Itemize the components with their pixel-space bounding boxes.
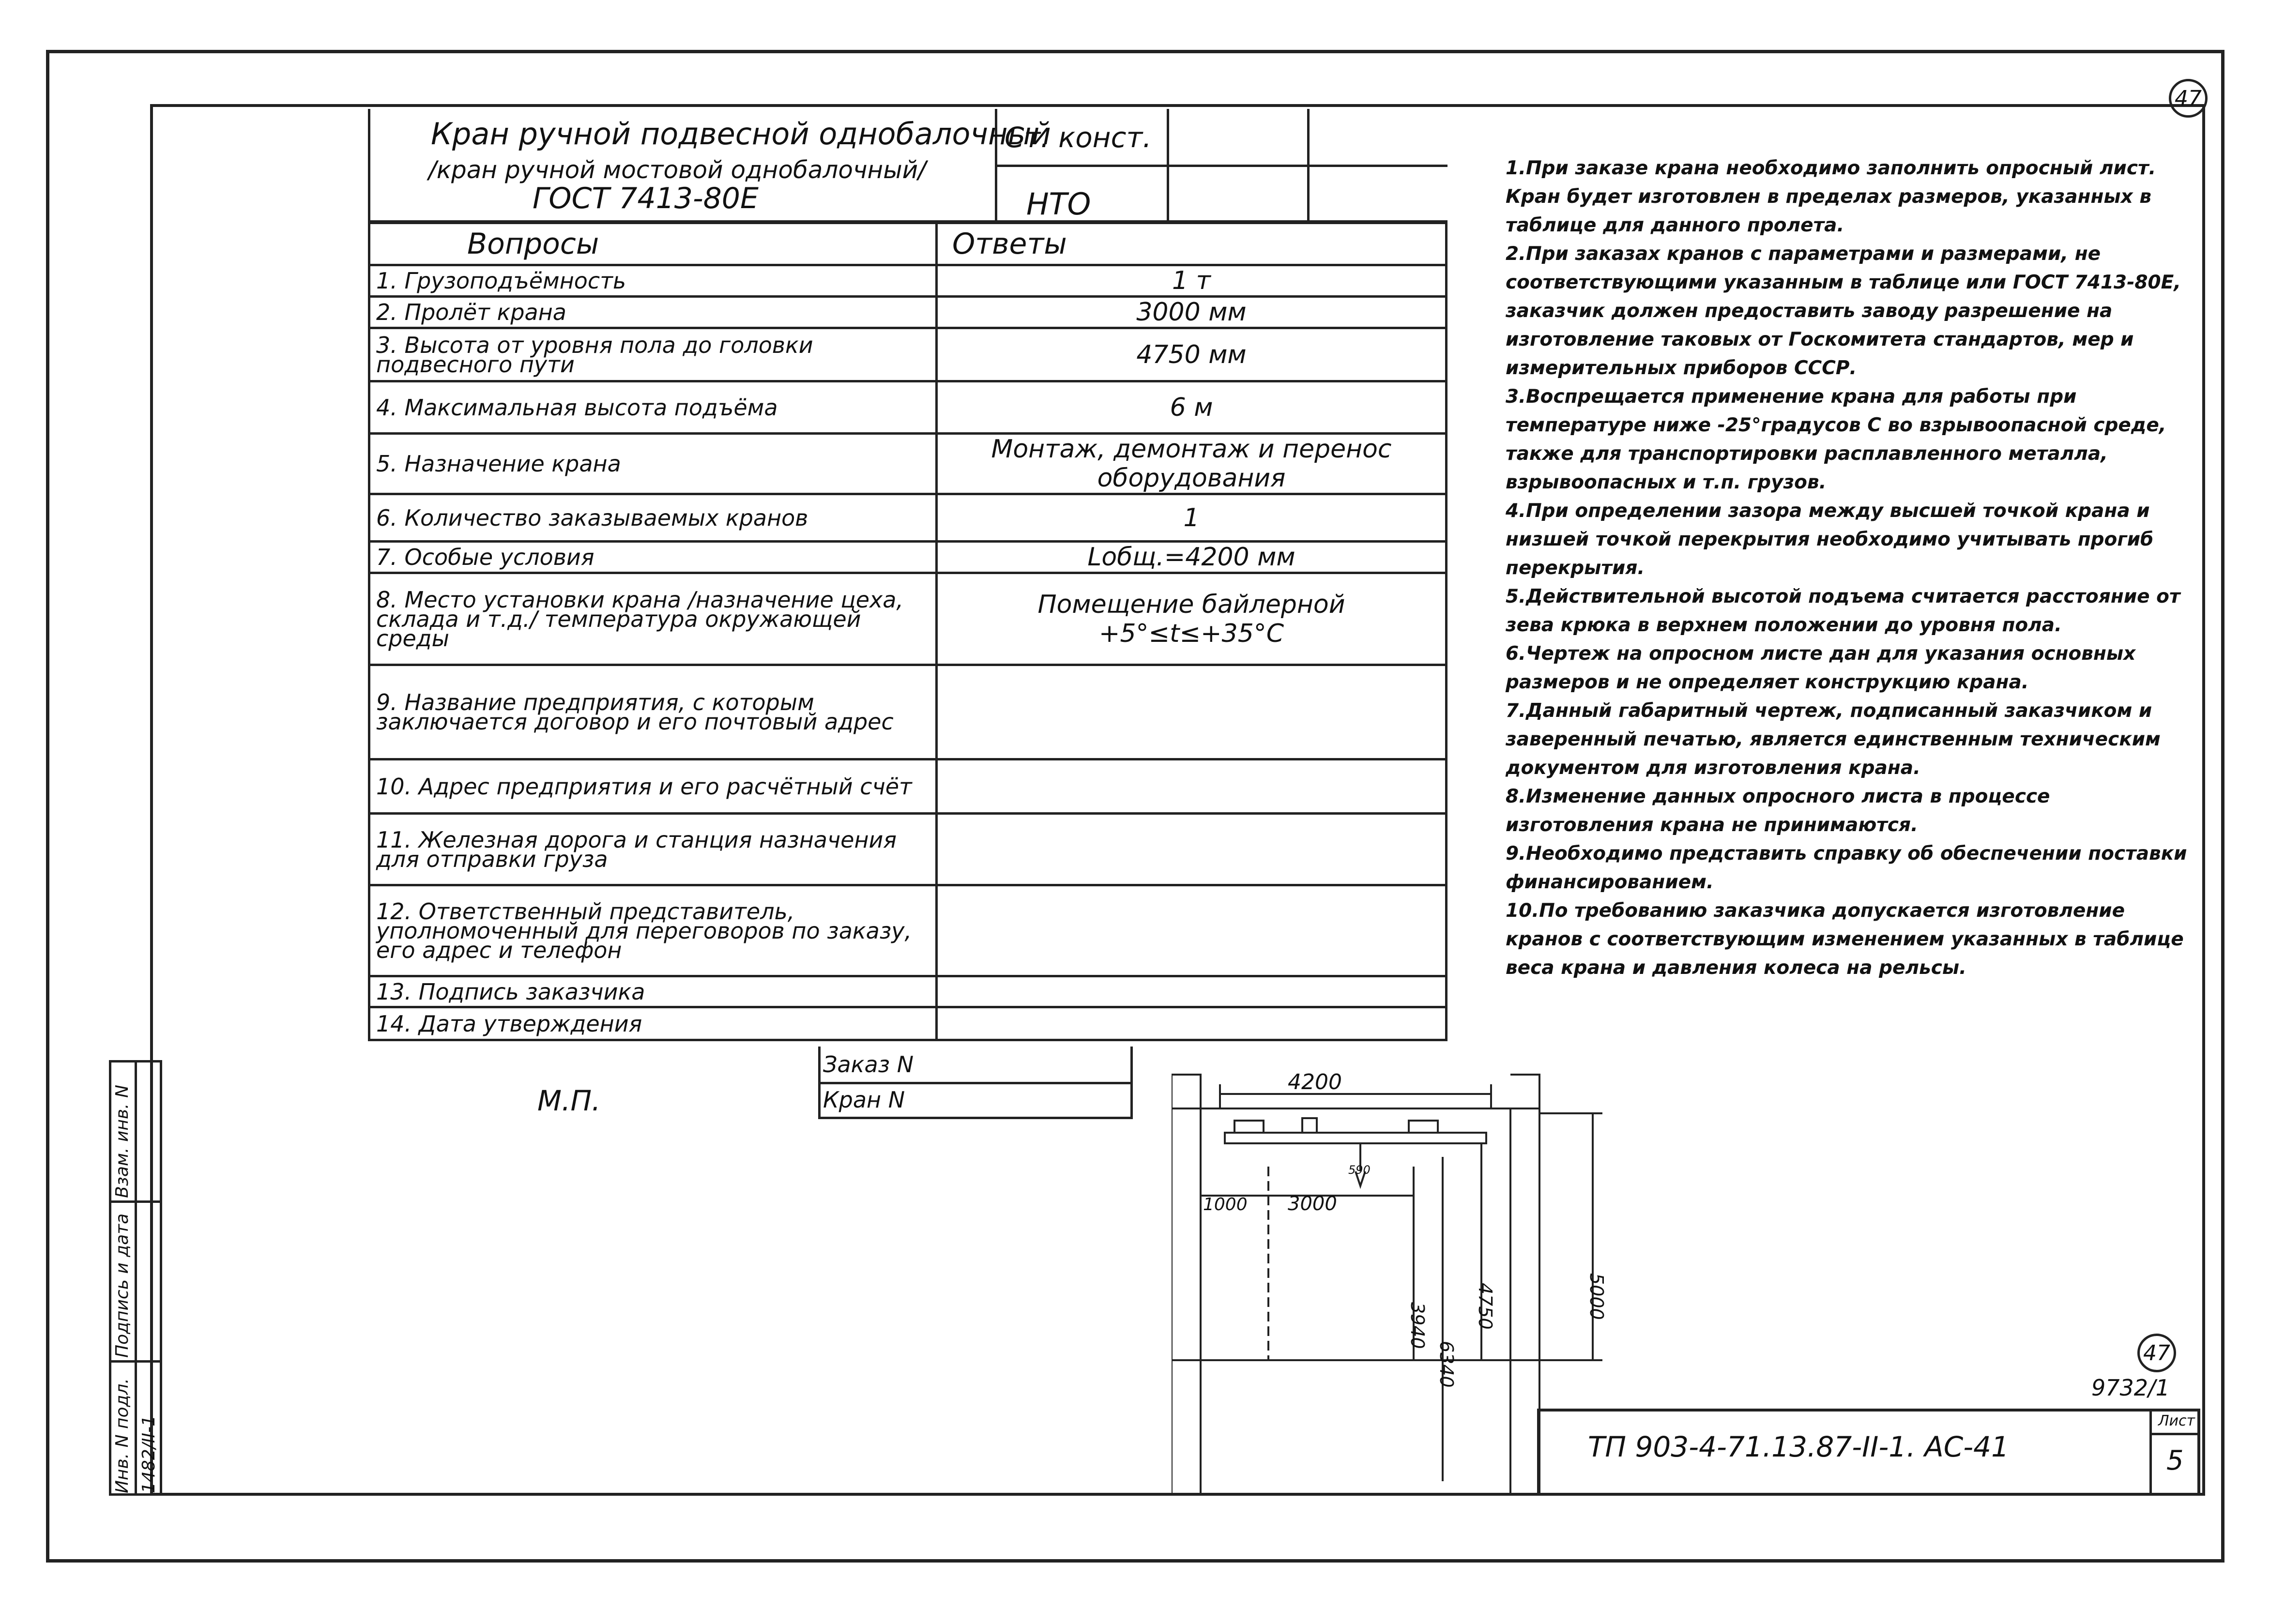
question-cell: 1. Грузоподъёмность (369, 265, 937, 297)
table-row (369, 494, 1447, 542)
trolley-left (1234, 1121, 1264, 1133)
sheet-label: Лист (2158, 1412, 2195, 1429)
note-item: 7.Данный габаритный чертеж, подписанный заказчиком и заверенный печатью, является единственным техническим документом для изготовления крана. (1506, 700, 2161, 779)
document-title: Кран ручной подвесной однобалочный (431, 116, 1051, 152)
note-item: 8.Изменение данных опросного листа в процессе изготовления крана не принимаются. (1506, 786, 2050, 836)
side-strip-divider (109, 1360, 162, 1363)
crane-beam (1225, 1133, 1486, 1143)
table-row (369, 814, 1447, 885)
page-number-circle: 47 (2169, 79, 2208, 118)
answer-cell (937, 885, 1447, 976)
side-label: Подпись и дата (112, 1213, 132, 1358)
page-number-circle: 47 (2137, 1334, 2176, 1372)
answer-cell: 4750 мм (937, 328, 1447, 381)
order-box-divider (818, 1082, 1133, 1084)
dimension-label: 5000 (1586, 1273, 1607, 1320)
table-row (369, 542, 1447, 573)
dimension-label: 4750 (1475, 1283, 1496, 1330)
question-cell: 10. Адрес предприятия и его расчётный счёт (369, 759, 937, 814)
trolley-right (1409, 1121, 1438, 1133)
note-item: 2.При заказах кранов с параметрами и размерами, не соответствующими указанным в таблице или ГОСТ 7413-80Е, заказчик должен предоставить заводу разрешение на изготовление таковых от Госкомитета стандартов, мер и измерительных приборов СССР. (1506, 243, 2181, 379)
note-item: 5.Действительной высотой подъема считается расстояние от зева крюка в верхнем положении до уровня пола. (1506, 586, 2180, 636)
answer-cell: Lобщ.=4200 мм (937, 542, 1447, 573)
question-cell: 7. Особые условия (369, 542, 937, 573)
inventory-code: 9732/1 (2091, 1375, 2170, 1401)
document-subtitle: /кран ручной мостовой однобалочный/ (428, 156, 927, 184)
room-answer: Помещение байлерной (1037, 590, 1345, 619)
table-row (369, 265, 1447, 297)
left-wall (1172, 1075, 1201, 1108)
stamp-divider (2149, 1409, 2152, 1496)
sheet-number: 5 (2166, 1445, 2184, 1476)
dimension-label: 3940 (1407, 1302, 1428, 1349)
note-item: 10.По требованию заказчика допускается изготовление кранов с соответствующим изменением указанных в таблице веса крана и давления колеса на рельсы. (1506, 900, 2184, 979)
answer-cell: Монтаж, демонтаж и перенос оборудования (937, 434, 1447, 494)
question-cell: 6. Количество заказываемых кранов (369, 494, 937, 542)
dimension-label: 4200 (1288, 1070, 1342, 1094)
table-row (369, 573, 1447, 665)
question-cell: 8. Место установки крана /назначение цеха, склада и т.д./ температура окружающей среды (369, 573, 937, 665)
question-cell: 3. Высота от уровня пола до головки подвесного пути (369, 328, 937, 381)
question-cell: 9. Название предприятия, с которым заключается договор и его почтовый адрес (369, 665, 937, 759)
material-label: Ст. конст. (1005, 121, 1152, 154)
note-item: 9.Необходимо представить справку об обеспечении поставки финансированием. (1506, 843, 2187, 893)
hoist-block (1302, 1118, 1317, 1133)
table-row (369, 1007, 1447, 1040)
dimension-label: 590 (1348, 1163, 1371, 1177)
side-strip-divider (135, 1060, 137, 1496)
temperature-answer: +5°≤t≤+35°C (1098, 619, 1284, 648)
table-row (369, 976, 1447, 1007)
table-row (369, 885, 1447, 976)
order-number-label: Заказ N (823, 1051, 914, 1078)
table-row (369, 665, 1447, 759)
header-questions: Вопросы (369, 223, 937, 265)
question-cell: 5. Назначение крана (369, 434, 937, 494)
crane-number-label: Кран N (823, 1087, 905, 1113)
table-row (369, 759, 1447, 814)
answer-cell (937, 759, 1447, 814)
notes-block (1506, 154, 2193, 982)
question-cell: 13. Подпись заказчика (369, 976, 937, 1007)
table-row (369, 434, 1447, 494)
answer-cell (937, 573, 1447, 665)
side-value: 1482/II-1 (139, 1415, 159, 1493)
answer-cell: 1 т (937, 265, 1447, 297)
table-row (369, 297, 1447, 328)
dimension-label: 6340 (1436, 1341, 1457, 1388)
side-label: Взам. инв. N (112, 1085, 132, 1198)
nt-label: НТО (1026, 186, 1091, 222)
answer-cell (937, 1007, 1447, 1040)
note-item: 4.При определении зазора между высшей точкой крана и низшей точкой перекрытия необходимо учитывать прогиб перекрытия. (1506, 500, 2154, 579)
header-divider (995, 165, 1447, 167)
questionnaire-table (368, 222, 1447, 1041)
dimension-label: 1000 (1203, 1195, 1248, 1214)
header-answers: Ответы (937, 223, 1447, 265)
question-cell: 4. Максимальная высота подъёма (369, 381, 937, 434)
seal-place-label: М.П. (537, 1084, 601, 1117)
document-code: ТП 903-4-71.13.87-II-1. АС-41 (1588, 1430, 2009, 1463)
answer-cell: 3000 мм (937, 297, 1447, 328)
question-cell: 11. Железная дорога и станция назначения для отправки груза (369, 814, 937, 885)
gost-number: ГОСТ 7413-80Е (533, 182, 759, 215)
side-strip-divider (109, 1200, 162, 1203)
answer-cell (937, 814, 1447, 885)
answer-cell (937, 665, 1447, 759)
question-cell: 14. Дата утверждения (369, 1007, 937, 1040)
answer-cell: 6 м (937, 381, 1447, 434)
note-item: 6.Чертеж на опросном листе дан для указания основных размеров и не определяет конструкцию крана. (1506, 643, 2136, 693)
answer-cell (937, 976, 1447, 1007)
right-wall (1510, 1075, 1539, 1108)
side-label: Инв. N подл. (112, 1378, 132, 1493)
note-item: 3.Воспрещается применение крана для работы при температуре ниже -25°градусов С во взрывоопасной среде, также для транспортировки расплавленного металла, взрывоопасных и т.п. грузов. (1506, 386, 2166, 493)
answer-cell: 1 (937, 494, 1447, 542)
stamp-divider (2149, 1433, 2200, 1435)
question-cell: 2. Пролёт крана (369, 297, 937, 328)
table-header-row (369, 223, 1447, 265)
question-cell: 12. Ответственный представитель, уполномоченный для переговоров по заказу, его адрес и телефон (369, 885, 937, 976)
table-row (369, 328, 1447, 381)
table-row (369, 381, 1447, 434)
note-item: 1.При заказе крана необходимо заполнить опросный лист. Кран будет изготовлен в пределах размеров, указанных в таблице для данного пролета. (1506, 157, 2156, 236)
dimension-label: 3000 (1288, 1193, 1337, 1215)
